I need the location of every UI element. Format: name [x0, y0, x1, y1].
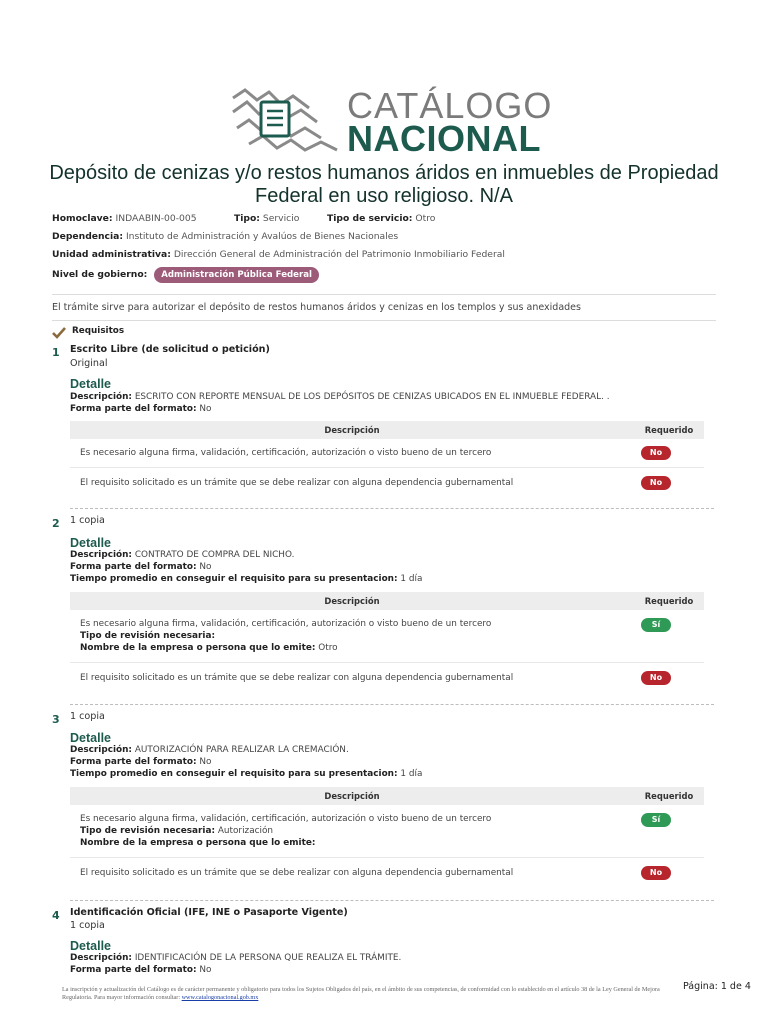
- requirement-copies: 1 copia: [70, 711, 105, 722]
- descripcion-line: [70, 745, 349, 755]
- tipo-revision-line: [80, 631, 215, 641]
- forma-line: [70, 965, 211, 975]
- requirement-name: Escrito Libre (de solicitud o petición): [70, 344, 270, 355]
- descripcion-label: Descripción:: [70, 550, 132, 560]
- table-header: [70, 592, 704, 610]
- footer-text: La inscripción y actualización del Catálogo es de carácter permanente y obligatorio para todos los Sujetos Obligados del país, en el ámbito de sus competencias, de conformidad con lo establecido en el artículo 38 de la Ley General de Mejora Regulatoria. Para mayor información consultar:: [62, 986, 660, 1001]
- requirement-divider: [70, 508, 714, 509]
- unidad-label: Unidad administrativa:: [52, 249, 171, 260]
- page-title: Depósito de cenizas y/o restos humanos áridos en inmuebles de Propiedad Federal en uso religioso. N/A: [49, 162, 719, 207]
- forma-value: No: [199, 757, 212, 767]
- detalle-heading: Detalle: [70, 939, 111, 953]
- descripcion-value: IDENTIFICACIÓN DE LA PERSONA QUE REALIZA EL TRÁMITE.: [134, 953, 402, 963]
- tramite-description: El trámite sirve para autorizar el depósito de restos humanos áridos y cenizas en los templos y sus anexidades: [52, 302, 581, 313]
- catalogo-nacional-logo: [229, 85, 553, 159]
- tipo-revision-line: [80, 826, 273, 836]
- empresa-label: Nombre de la empresa o persona que lo emite:: [80, 838, 316, 848]
- requisitos-heading: [54, 326, 124, 336]
- logo-word-catalogo: CATÁLOGO: [347, 85, 553, 126]
- table-header: [70, 787, 704, 805]
- meta-row-unidad: [52, 249, 505, 260]
- descripcion-line: [70, 392, 610, 402]
- requirement-number: 3: [52, 713, 60, 726]
- forma-value: No: [199, 562, 212, 572]
- tipo-servicio-label: Tipo de servicio:: [327, 213, 413, 224]
- requirement-divider: [70, 900, 714, 901]
- detalle-heading: Detalle: [70, 536, 111, 550]
- homoclave-label: Homoclave:: [52, 213, 113, 224]
- descripcion-line: [70, 550, 294, 560]
- meta-row-tipo-servicio: [327, 213, 435, 224]
- requirement-number: 1: [52, 346, 60, 359]
- requirement-copies: Original: [70, 358, 108, 369]
- detalle-heading: Detalle: [70, 731, 111, 745]
- requerido-badge: No: [641, 866, 671, 880]
- checkmark-icon: [52, 327, 66, 339]
- tipo-revision-label: Tipo de revisión necesaria:: [80, 826, 215, 836]
- forma-line: [70, 404, 211, 414]
- question-tramite: El requisito solicitado es un trámite que se debe realizar con alguna dependencia gubernamental: [80, 868, 514, 878]
- descripcion-label: Descripción:: [70, 392, 132, 402]
- meta-row-tipo: [234, 213, 299, 224]
- tipo-label: Tipo:: [234, 213, 260, 224]
- tipo-value: Servicio: [262, 213, 300, 224]
- tiempo-line: [70, 574, 422, 584]
- table-header: [70, 421, 704, 439]
- row-divider: [70, 467, 704, 468]
- descripcion-line: [70, 953, 401, 963]
- requisitos-label: Requisitos: [72, 326, 125, 336]
- empresa-line: [80, 838, 315, 848]
- row-divider: [70, 857, 704, 858]
- question-firma: Es necesario alguna firma, validación, certificación, autorización o visto bueno de un tercero: [80, 619, 492, 629]
- forma-line: [70, 562, 211, 572]
- question-firma: Es necesario alguna firma, validación, certificación, autorización o visto bueno de un tercero: [80, 814, 492, 824]
- tiempo-value: 1 día: [400, 769, 423, 779]
- empresa-label: Nombre de la empresa o persona que lo emite:: [80, 643, 316, 653]
- forma-value: No: [199, 404, 212, 414]
- forma-label: Forma parte del formato:: [70, 965, 197, 975]
- descripcion-label: Descripción:: [70, 745, 132, 755]
- question-tramite: El requisito solicitado es un trámite que se debe realizar con alguna dependencia gubernamental: [80, 673, 514, 683]
- nivel-badge: Administración Pública Federal: [154, 267, 319, 283]
- page-number: Página: 1 de 4: [683, 981, 751, 992]
- dependencia-value: Instituto de Administración y Avalúos de Bienes Nacionales: [125, 231, 399, 242]
- meta-row-dependencia: [52, 231, 398, 242]
- requirement-name: Identificación Oficial (IFE, INE o Pasaporte Vigente): [70, 907, 348, 918]
- col-requerido: Requerido: [644, 425, 694, 435]
- detalle-heading: Detalle: [70, 377, 111, 391]
- tipo-revision-value: Autorización: [217, 826, 274, 836]
- divider: [52, 294, 716, 295]
- question-tramite: El requisito solicitado es un trámite que se debe realizar con alguna dependencia gubernamental: [80, 478, 514, 488]
- col-descripcion: Descripción: [324, 791, 380, 801]
- meta-row-homoclave: [52, 213, 197, 224]
- requirement-number: 2: [52, 517, 60, 530]
- catalogo-logo-mark-icon: [229, 88, 341, 154]
- question-firma: Es necesario alguna firma, validación, certificación, autorización o visto bueno de un tercero: [80, 448, 492, 458]
- catalogo-link[interactable]: www.catalogonacional.gob.mx: [181, 994, 259, 1001]
- requirement-copies: 1 copia: [70, 515, 105, 526]
- tipo-revision-label: Tipo de revisión necesaria:: [80, 631, 215, 641]
- empresa-line: [80, 643, 338, 653]
- forma-label: Forma parte del formato:: [70, 562, 197, 572]
- unidad-value: Dirección General de Administración del Patrimonio Inmobiliario Federal: [173, 249, 505, 260]
- col-descripcion: Descripción: [324, 425, 380, 435]
- col-requerido: Requerido: [644, 596, 694, 606]
- meta-row-nivel: [52, 267, 319, 283]
- forma-value: No: [199, 965, 212, 975]
- tiempo-label: Tiempo promedio en conseguir el requisito para su presentacion:: [70, 574, 398, 584]
- descripcion-value: ESCRITO CON REPORTE MENSUAL DE LOS DEPÓSITOS DE CENIZAS UBICADOS EN EL INMUEBLE FEDERAL. .: [134, 392, 610, 402]
- tipo-servicio-value: Otro: [415, 213, 436, 224]
- requerido-badge: No: [641, 671, 671, 685]
- forma-label: Forma parte del formato:: [70, 757, 197, 767]
- tiempo-line: [70, 769, 422, 779]
- nivel-label: Nivel de gobierno:: [52, 269, 148, 280]
- logo-word-nacional: NACIONAL: [347, 118, 541, 159]
- descripcion-value: AUTORIZACIÓN PARA REALIZAR LA CREMACIÓN.: [134, 745, 349, 755]
- requerido-badge: No: [641, 446, 671, 460]
- descripcion-label: Descripción:: [70, 953, 132, 963]
- requirement-copies: 1 copia: [70, 920, 105, 931]
- divider: [52, 320, 716, 321]
- descripcion-value: CONTRATO DE COMPRA DEL NICHO.: [134, 550, 295, 560]
- tiempo-label: Tiempo promedio en conseguir el requisito para su presentacion:: [70, 769, 398, 779]
- footer-legal-text: [62, 986, 682, 1002]
- row-divider: [70, 662, 704, 663]
- requerido-badge: No: [641, 476, 671, 490]
- col-descripcion: Descripción: [324, 596, 380, 606]
- dependencia-label: Dependencia:: [52, 231, 124, 242]
- col-requerido: Requerido: [644, 791, 694, 801]
- tiempo-value: 1 día: [400, 574, 423, 584]
- requerido-badge: Sí: [641, 813, 671, 827]
- requerido-badge: Sí: [641, 618, 671, 632]
- requirement-divider: [70, 704, 714, 705]
- requirement-number: 4: [52, 909, 60, 922]
- forma-label: Forma parte del formato:: [70, 404, 197, 414]
- homoclave-value: INDAABIN-00-005: [115, 213, 197, 224]
- forma-line: [70, 757, 211, 767]
- empresa-value: Otro: [318, 643, 338, 653]
